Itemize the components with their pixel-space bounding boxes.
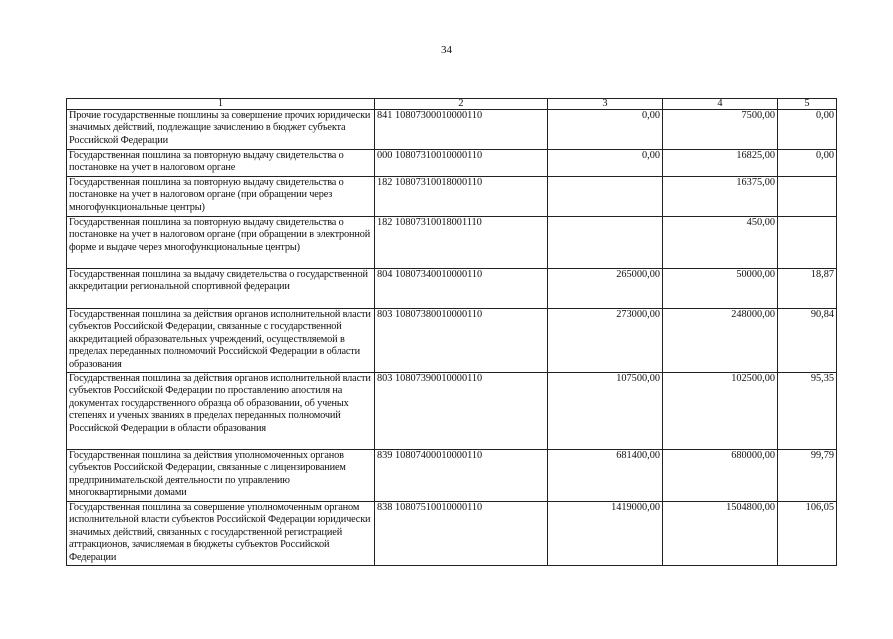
row-plan: 1419000,00 [548, 502, 663, 566]
row-code: 000 10807310010000110 [375, 150, 548, 177]
row-plan [548, 217, 663, 269]
page-number: 34 [441, 44, 452, 56]
row-actual: 16375,00 [663, 177, 778, 217]
row-code: 838 10807510010000110 [375, 502, 548, 566]
table-row [67, 502, 837, 566]
table-row [67, 309, 837, 373]
row-code: 182 10807310018000110 [375, 177, 548, 217]
row-plan: 107500,00 [548, 373, 663, 450]
table-row [67, 373, 837, 450]
row-percent: 0,00 [778, 110, 837, 150]
row-actual: 1504800,00 [663, 502, 778, 566]
row-plan: 265000,00 [548, 269, 663, 309]
row-actual: 102500,00 [663, 373, 778, 450]
row-name: Прочие государственные пошлины за совершение прочих юридически значимых действий, подлежащие зачислению в бюджет субъекта Российской Федерации [67, 110, 375, 150]
row-percent: 95,35 [778, 373, 837, 450]
header-col-2: 2 [375, 99, 548, 110]
row-name: Государственная пошлина за совершение уполномоченным органом исполнительной власти субъектов Российской Федерации юридически значимых действий, связанных с государственной регистрацией аттракционов, зачисляемая в бюджеты субъектов Российской Федерации [67, 502, 375, 566]
row-name: Государственная пошлина за повторную выдачу свидетельства о постановке на учет в налоговом органе [67, 150, 375, 177]
row-percent: 90,84 [778, 309, 837, 373]
header-row [67, 99, 837, 110]
row-plan: 0,00 [548, 110, 663, 150]
row-actual: 7500,00 [663, 110, 778, 150]
table-row [67, 217, 837, 269]
row-code: 841 10807300010000110 [375, 110, 548, 150]
table-row [67, 110, 837, 150]
header-col-3: 3 [548, 99, 663, 110]
table-row [67, 177, 837, 217]
row-name: Государственная пошлина за действия органов исполнительной власти субъектов Российской Федерации, связанные с государственной аккредитацией образовательных учреждений, осуществляемой в пределах переданных полномочий Российской Федерации в области образования [67, 309, 375, 373]
row-name: Государственная пошлина за выдачу свидетельства о государственной аккредитации региональной спортивной федерации [67, 269, 375, 309]
row-name: Государственная пошлина за действия органов исполнительной власти субъектов Российской Федерации по проставлению апостиля на документах государственного образца об образовании, об ученых степенях и ученых званиях в пределах переданных полномочий Российской Федерации в области образования [67, 373, 375, 450]
table-header [67, 99, 837, 110]
revenue-table [66, 98, 837, 566]
row-percent: 99,79 [778, 450, 837, 502]
row-percent [778, 217, 837, 269]
row-code: 804 10807340010000110 [375, 269, 548, 309]
row-actual: 50000,00 [663, 269, 778, 309]
row-code: 803 10807390010000110 [375, 373, 548, 450]
row-percent: 0,00 [778, 150, 837, 177]
table-row [67, 269, 837, 309]
header-col-4: 4 [663, 99, 778, 110]
row-percent: 106,05 [778, 502, 837, 566]
table-row [67, 450, 837, 502]
header-col-5: 5 [778, 99, 837, 110]
row-percent [778, 177, 837, 217]
row-plan [548, 177, 663, 217]
row-actual: 248000,00 [663, 309, 778, 373]
row-code: 803 10807380010000110 [375, 309, 548, 373]
table-row [67, 150, 837, 177]
header-col-1: 1 [67, 99, 375, 110]
row-plan: 273000,00 [548, 309, 663, 373]
row-name: Государственная пошлина за повторную выдачу свидетельства о постановке на учет в налоговом органе (при обращении через многофункциональные центры) [67, 177, 375, 217]
row-plan: 681400,00 [548, 450, 663, 502]
row-name: Государственная пошлина за повторную выдачу свидетельства о постановке на учет в налоговом органе (при обращении в электронной форме и выдаче через многофункциональные центры) [67, 217, 375, 269]
row-name: Государственная пошлина за действия уполномоченных органов субъектов Российской Федерации, связанные с лицензированием предпринимательской деятельности по управлению многоквартирными домами [67, 450, 375, 502]
row-actual: 16825,00 [663, 150, 778, 177]
row-percent: 18,87 [778, 269, 837, 309]
row-code: 839 10807400010000110 [375, 450, 548, 502]
row-plan: 0,00 [548, 150, 663, 177]
row-code: 182 10807310018001110 [375, 217, 548, 269]
table-body [67, 110, 837, 566]
row-actual: 680000,00 [663, 450, 778, 502]
row-actual: 450,00 [663, 217, 778, 269]
